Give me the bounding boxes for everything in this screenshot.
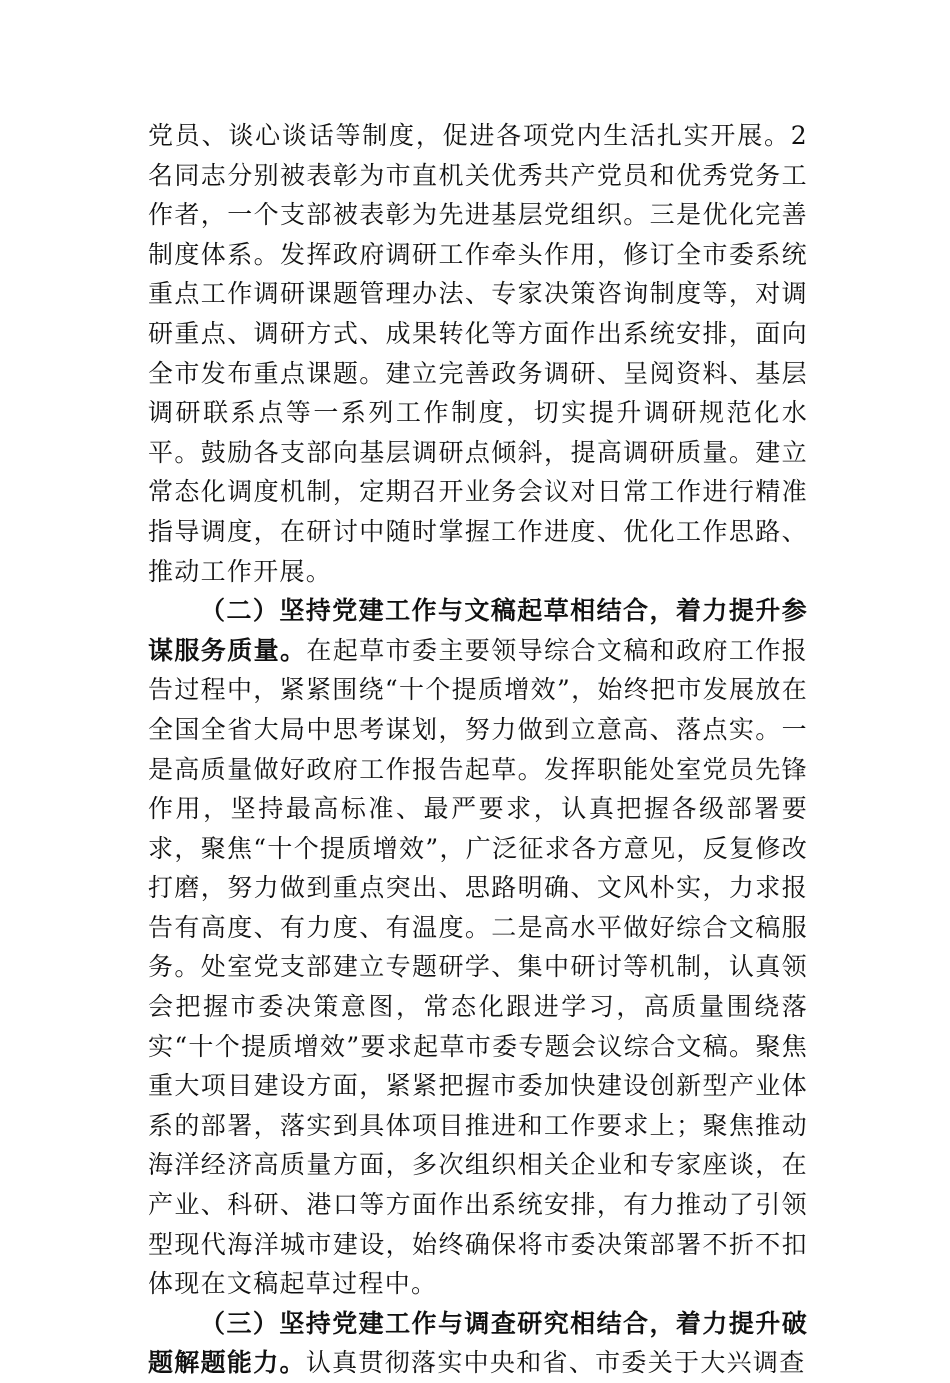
paragraph-body-text: 党员、谈心谈话等制度，促进各项党内生活扎实开展。2名同志分别被表彰为市直机关优秀共产党员和优秀党务工作者，一个支部被表彰为先进基层党组织。三是优化完善制度体系。发挥政府调研工作牵头作用，修订全市委系统重点工作调研课题管理办法、专家决策咨询制度等，对调研重点、调研方式、成果转化等方面作出系统安排，面向全市发布重点课题。建立完善政务调研、呈阅资料、基层调研联系点等一系列工作制度，切实提升调研规范化水平。鼓励各支部向基层调研点倾斜，提高调研质量。建立常态化调度机制，定期召开业务会议对日常工作进行精准指导调度，在研讨中随时掌握工作进度、优化工作思路、推动工作开展。: [148, 121, 808, 586]
document-body: [148, 116, 808, 1383]
paragraph-section-2: [148, 591, 808, 1304]
paragraph-body-text: 在起草市委主要领导综合文稿和政府工作报告过程中，紧紧围绕“十个提质增效”，始终把市发展放在全国全省大局中思考谋划，努力做到立意高、落点实。一是高质量做好政府工作报告起草。发挥职能处室党员先锋作用，坚持最高标准、最严要求，认真把握各级部署要求，聚焦“十个提质增效”，广泛征求各方意见，反复修改打磨，努力做到重点突出、思路明确、文风朴实，力求报告有高度、有力度、有温度。二是高水平做好综合文稿服务。处室党支部建立专题研学、集中研讨等机制，认真领会把握市委决策意图，常态化跟进学习，高质量围绕落实“十个提质增效”要求起草市委专题会议综合文稿。聚焦重大项目建设方面，紧紧把握市委加快建设创新型产业体系的部署，落实到具体项目推进和工作要求上；聚焦推动海洋经济高质量方面，多次组织相关企业和专家座谈，在产业、科研、港口等方面作出系统安排，有力推动了引领型现代海洋城市建设，始终确保将市委决策部署不折不扣体现在文稿起草过程中。: [148, 635, 808, 1299]
paragraph-section-3: [148, 1304, 808, 1383]
paragraph-body-text: 认真贯彻落实中央和省、市委关于大兴调查: [305, 1348, 806, 1378]
paragraph-continued: [148, 116, 808, 591]
section-heading: （三）坚持党建工作与调查研究相结合，着力提升破题解题能力。: [148, 1308, 808, 1378]
section-heading: （二）坚持党建工作与文稿起草相结合，着力提升参谋服务质量。: [148, 596, 808, 665]
